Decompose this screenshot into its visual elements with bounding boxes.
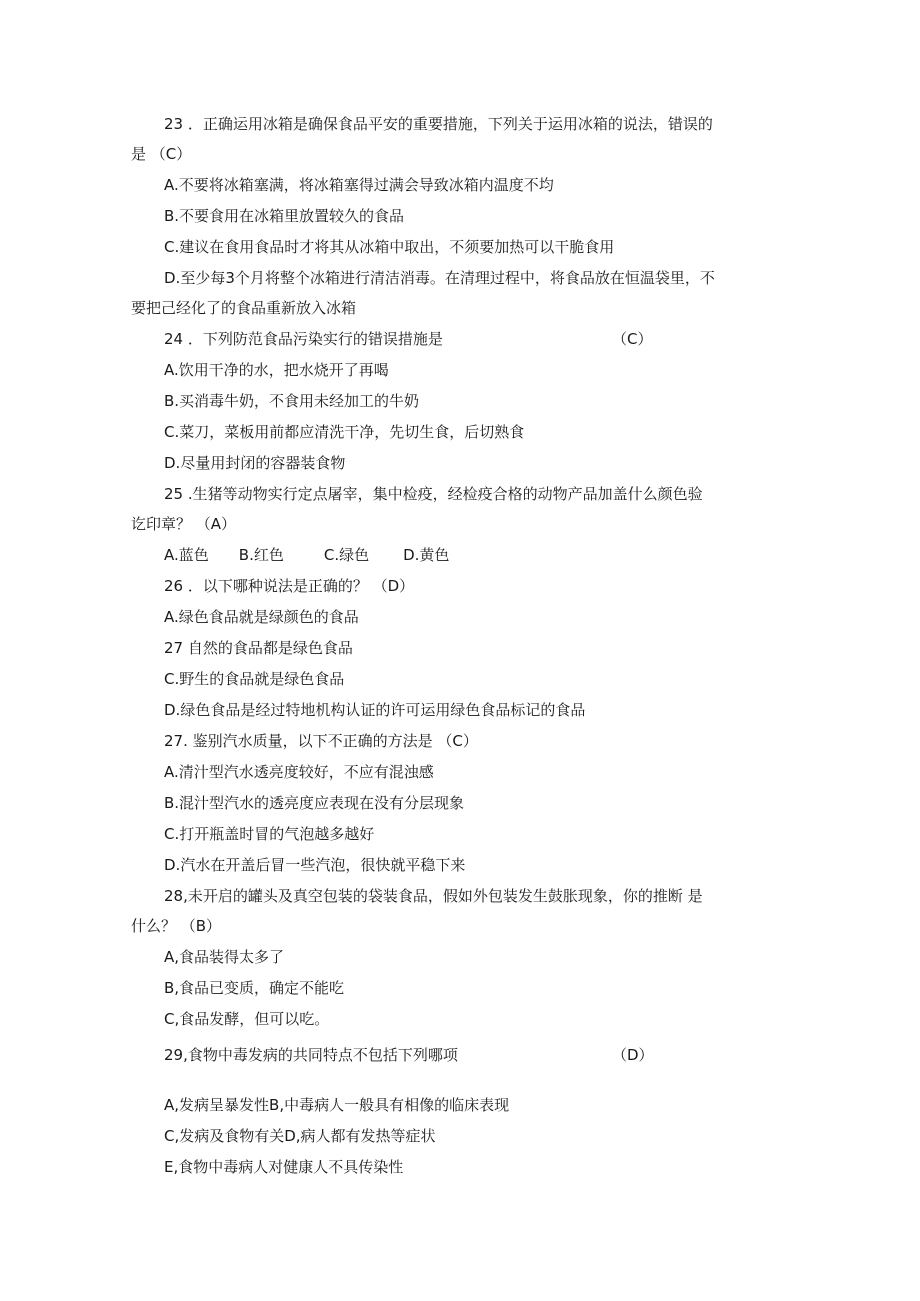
q23-option-c: C.建议在食用食品时才将其从冰箱中取出，不须要加热可以干脆食用: [164, 238, 615, 256]
q27-option-c: C.打开瓶盖时冒的气泡越多越好: [164, 825, 375, 843]
q26-option-b: 27 自然的食品都是绿色食品: [164, 639, 353, 657]
q26-option-c: C.野生的食品就是绿色食品: [164, 670, 345, 688]
q25-stem-line1: 25 .生猪等动物实行定点屠宰，集中检疫，经检疫合格的动物产品加盖什么颜色验: [164, 485, 703, 503]
q24-option-b: B.买消毒牛奶，不食用未经加工的牛奶: [164, 392, 420, 410]
q28-stem-line1: 28,未开启的罐头及真空包装的袋装食品，假如外包装发生鼓胀现象，你的推断 是: [164, 887, 703, 905]
q29-option-e: E,食物中毒病人对健康人不具传染性: [164, 1158, 404, 1176]
q24-option-a: A.饮用干净的水，把水烧开了再喝: [164, 361, 389, 379]
q28-stem-line2: 什么？ （B）: [131, 917, 222, 935]
q27-option-b: B.混汁型汽水的透亮度应表现在没有分层现象: [164, 794, 465, 812]
q24-answer: （C）: [612, 330, 653, 348]
q23-option-d-line2: 要把己经化了的食品重新放入冰箱: [131, 299, 357, 317]
q25-option-c: C.绿色: [323, 546, 370, 564]
q23-option-b: B.不要食用在冰箱里放置较久的食品: [164, 207, 405, 225]
q26-option-d: D.绿色食品是经过特地机构认证的许可运用绿色食品标记的食品: [164, 701, 586, 719]
q29-stem: 29,食物中毒发病的共同特点不包括下列哪项: [164, 1046, 458, 1064]
q29-options-cd: C,发病及食物有关D,病人都有发热等症状: [164, 1127, 436, 1145]
q26-stem: 26 ．以下哪种说法是正确的？ （D）: [164, 577, 415, 595]
q27-option-d: D.汽水在开盖后冒一些汽泡，很快就平稳下来: [164, 856, 466, 874]
q23-option-a: A.不要将冰箱塞满，将冰箱塞得过满会导致冰箱内温度不均: [164, 176, 554, 194]
q25-option-a: A.蓝色: [164, 546, 209, 564]
q23-stem-line2: 是 （C）: [131, 145, 192, 163]
q24-option-d: D.尽量用封闭的容器装食物: [164, 454, 346, 472]
q23-stem-line1: 23 ．正确运用冰箱是确保食品平安的重要措施，下列关于运用冰箱的说法，错误的: [164, 115, 713, 133]
q25-option-b: B.红色: [238, 546, 284, 564]
q25-options: [164, 545, 449, 565]
q29-options-ab: A,发病呈暴发性B,中毒病人一般具有相像的临床表现: [164, 1096, 510, 1114]
q27-stem: 27. 鉴别汽水质量，以下不正确的方法是 （C）: [164, 732, 478, 750]
q28-option-b: B,食品已变质，确定不能吃: [164, 979, 345, 997]
q26-option-a: A.绿色食品就是绿颜色的食品: [164, 608, 359, 626]
q25-option-d: D.黄色: [403, 546, 450, 564]
q28-option-c: C,食品发酵，但可以吃。: [164, 1010, 330, 1028]
q29-answer: （D）: [612, 1046, 654, 1064]
q24-option-c: C.菜刀，菜板用前都应清洗干净，先切生食，后切熟食: [164, 423, 525, 441]
q28-option-a: A,食品装得太多了: [164, 948, 285, 966]
q24-stem: 24 ．下列防范食品污染实行的错误措施是: [164, 330, 443, 348]
q27-option-a: A.清汁型汽水透亮度较好，不应有混浊感: [164, 763, 434, 781]
q25-stem-line2: 讫印章？ （A）: [131, 515, 237, 533]
q23-option-d-line1: D.至少每3个月将整个冰箱进行清洁消毒。在清理过程中，将食品放在恒温袋里，不: [164, 269, 715, 287]
